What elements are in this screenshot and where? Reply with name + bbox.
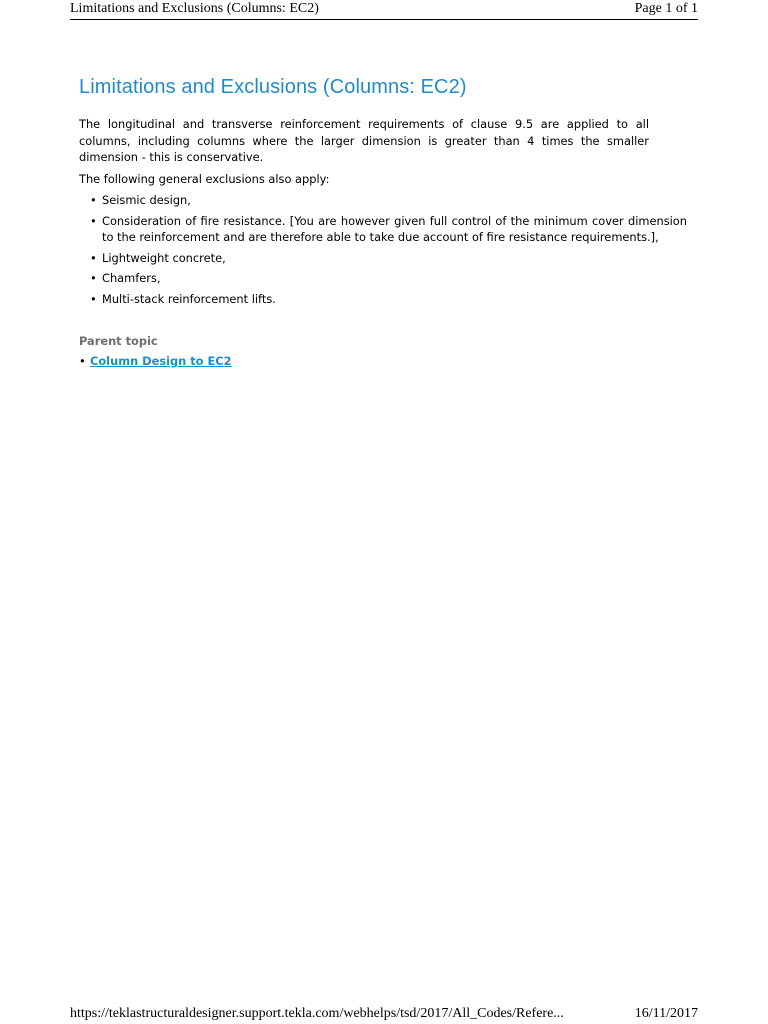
- print-header-title: Limitations and Exclusions (Columns: EC2): [70, 1, 319, 16]
- topic-content: [79, 72, 687, 369]
- bullet-icon: •: [79, 354, 86, 368]
- bullet-icon: •: [90, 213, 97, 228]
- parent-topic-label: Parent topic: [79, 334, 158, 348]
- list-item-text: Consideration of fire resistance. [You are however given full control of the minimum cover dimension to the reinforcement and are therefore able to take due account of fire resistance requirements.],: [102, 213, 687, 244]
- print-footer-date: 16/11/2017: [634, 1006, 698, 1021]
- list-item: [79, 250, 687, 267]
- list-item-text: Seismic design,: [102, 193, 191, 207]
- header-divider: [70, 19, 698, 20]
- exclusions-list: [79, 192, 687, 307]
- bullet-icon: •: [90, 250, 97, 265]
- list-item: [79, 270, 687, 287]
- intro-paragraph: The longitudinal and transverse reinforcement requirements of clause 9.5 are applied to all columns, including columns where the larger dimension is greater than 4 times the smaller dimension - this is conservative.: [79, 117, 649, 164]
- list-item-text: Chamfers,: [102, 271, 161, 285]
- parent-topic-list: [79, 353, 649, 369]
- print-footer-url: https://teklastructuraldesigner.support.tekla.com/webhelps/tsd/2017/All_Codes/Refere...: [70, 1006, 564, 1021]
- list-item: [79, 213, 687, 246]
- list-item: [79, 291, 687, 308]
- list-item: [79, 353, 649, 369]
- print-header: [70, 0, 698, 20]
- bullet-icon: •: [90, 193, 97, 207]
- list-item: [79, 192, 687, 209]
- parent-topic-link[interactable]: Column Design to EC2: [90, 354, 232, 368]
- page-title: Limitations and Exclusions (Columns: EC2): [79, 76, 467, 98]
- print-header-page-number: Page 1 of 1: [634, 1, 698, 16]
- exclusions-lead-paragraph: The following general exclusions also apply:: [79, 171, 330, 186]
- bullet-icon: •: [90, 271, 97, 285]
- bullet-icon: •: [90, 291, 97, 306]
- list-item-text: Lightweight concrete,: [102, 250, 226, 265]
- list-item-text: Multi-stack reinforcement lifts.: [102, 291, 276, 306]
